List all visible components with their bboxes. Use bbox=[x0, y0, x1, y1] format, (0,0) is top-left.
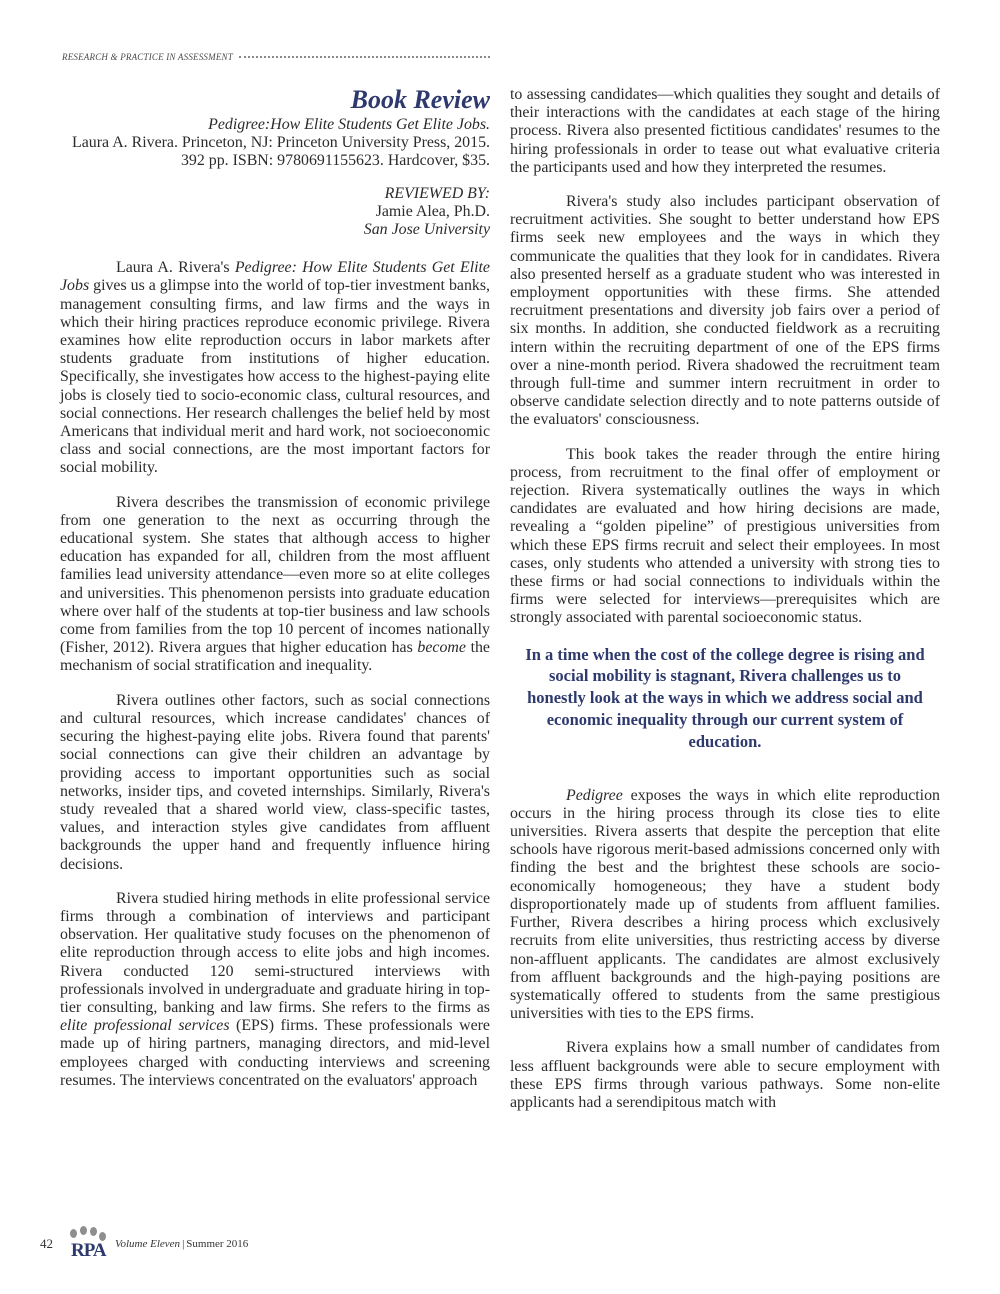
left-column bbox=[60, 86, 490, 1106]
emphasis-eps: elite professional services bbox=[60, 1017, 230, 1035]
book-title-inline: Pedigree: How Elite Students Get Elite Jobs bbox=[60, 259, 490, 295]
footer-separator: | bbox=[182, 1238, 185, 1250]
running-head-rule bbox=[239, 56, 490, 58]
rpa-logo bbox=[61, 1226, 111, 1262]
paragraph-4: Rivera studied hiring methods in elite professional service firms through a combination of interviews and participant observation. Her qualitative study focuses on the phenomenon of elite reproduction through access to elite jobs and high incomes. Rivera conducted 120 semi-structured interviews with professionals involved in undergraduate and graduate hiring in top-tier consulting, banking and law firms. She refers to the firms as elite professional services (EPS) firms. These professionals were made up of hiring partners, managing directors, and mid-level employees charged with conducting interviews and screening resumes. The interviews concentrated on the evaluators' approach bbox=[60, 889, 490, 1089]
pull-quote: In a time when the cost of the college degree is rising and social mobility is stagnant, Rivera challenges us to honestly look at the ways in which we address social and economic inequality through our current system of education. bbox=[525, 644, 925, 751]
page-number: 42 bbox=[40, 1236, 53, 1251]
book-title-inline: Pedigree bbox=[566, 786, 623, 804]
paw-print-icon bbox=[70, 1229, 77, 1238]
volume-label: Volume Eleven bbox=[115, 1238, 181, 1250]
paragraph-6: This book takes the reader through the entire hiring process, from recruitment to the final offer of employment or rejection. Rivera systematically outlines the ways in which candidates are evaluated and how hiring decisions are made, revealing a “golden pipeline” of prestigious universities from which these EPS firms recruit and select their employees. In most cases, only students who attended a university with strong ties to these firms or had social connections to individuals within the firms were selected for interviews—prerequisites which are strongly associated with parental socioeconomic status. bbox=[510, 445, 940, 627]
section-title: Book Review bbox=[350, 85, 490, 114]
paw-print-icon bbox=[80, 1226, 87, 1235]
emphasis-become: become bbox=[417, 639, 466, 657]
paw-print-icon bbox=[90, 1227, 97, 1236]
paragraph-1: Laura A. Rivera's Pedigree: How Elite Students Get Elite Jobs gives us a glimpse into the world of top-tier investment banks, management consulting firms, and law firms and the ways in which their hiring practices reproduce economic privilege. Rivera examines how elite reproduction occurs in labor markets after students graduate from institutions of higher education. Specifically, she investigates how access to the highest-paying elite jobs is closely tied to socio-economic class, cultural resources, and social connections. Her research challenges the belief held by most Americans that individual merit and hard work, not socioeconomic class and social connections, are the most important factors for social mobility. bbox=[60, 259, 490, 477]
paragraph-7: Pedigree exposes the ways in which elite reproduction occurs in the hiring process through its close ties to elite universities. Rivera asserts that despite the perception that elite schools have rigorous merit-based admissions concerned only with finding the best and the brightest these schools are socio-economically homogeneous; they have a student body disproportionately made up of students from affluent families. Further, Rivera describes a hiring process which exclusively recruits from elite universities, thus restricting access by diverse non-affluent applicants. The candidates are almost exclusively from affluent backgrounds and the high-paying positions are systematically offered to students from the same prestigious universities with ties to the EPS firms. bbox=[510, 786, 940, 1023]
book-title: Pedigree:How Elite Students Get Elite Jobs. bbox=[208, 116, 490, 133]
reviewed-by-block bbox=[60, 185, 490, 240]
reviewed-by-label: REVIEWED BY: bbox=[384, 184, 490, 202]
running-head bbox=[62, 50, 490, 64]
logo-text: RPA bbox=[71, 1240, 106, 1261]
paragraph-2: Rivera describes the transmission of economic privilege from one generation to the next as occurring through the educational system. She states that although access to higher education has expanded for all, children from the most affluent families lead university attendance—even more so at elite colleges and universities. This phenomenon persists into graduate education where over half of the students at top-tier business and law schools come from families from the top 10 percent of incomes nationally (Fisher, 2012). Rivera argues that higher education has become the mechanism of social stratification and inequality. bbox=[60, 493, 490, 675]
issue-season: Summer 2016 bbox=[186, 1238, 249, 1250]
book-citation: Laura A. Rivera. Princeton, NJ: Princeton University Press, 2015. 392 pp. ISBN: 9780691155623. Hardcover, $35. bbox=[72, 134, 490, 170]
paragraph-5: Rivera's study also includes participant observation of recruitment activities. She sought to better understand how EPS firms seek new employees and the ways in which they communicate the qualities that they look for in candidates. Rivera also presented herself as a graduate student who was interested in employment opportunities with these firms. She attended recruitment presentations and diversity job fairs over a period of six months. In addition, she conducted fieldwork as a recruiting intern within the recruiting department of one of the EPS firms over a nine-month period. Rivera shadowed the recruitment team through full-time and summer intern recruitment in order to observe candidate selection directly and to note patterns outside of the evaluators' consciousness. bbox=[510, 193, 940, 429]
right-column bbox=[510, 86, 940, 1128]
reviewer-affiliation: San Jose University bbox=[363, 221, 490, 239]
paragraph-3: Rivera outlines other factors, such as social connections and cultural resources, which increase candidates' chances of securing the highest-paying elite jobs. Rivera found that parents' social connections can give their children an advantage by providing access to important opportunities such as social networks, insider tips, and coveted internships. Similarly, Rivera's study revealed that a shared world view, class-specific tastes, values, and interaction styles give candidates from affluent backgrounds the upper hand and frequently influence hiring decisions. bbox=[60, 691, 490, 873]
footer bbox=[40, 1226, 440, 1262]
paragraph-4-continued: to assessing candidates—which qualities they sought and details of their interactions with the candidates at each stage of the hiring process. Rivera also presented fictitious candidates' resumes to the hiring professionals in order to tease out what evaluative criteria the participants used and how they interpreted the resumes. bbox=[510, 86, 940, 176]
book-info bbox=[60, 116, 490, 171]
running-head-text: RESEARCH & PRACTICE IN ASSESSMENT bbox=[62, 52, 233, 62]
paragraph-8: Rivera explains how a small number of candidates from less affluent backgrounds were able to secure employment with these EPS firms through various pathways. Some non-elite applicants had a serendipitous match with bbox=[510, 1039, 940, 1111]
reviewer-name: Jamie Alea, Ph.D. bbox=[375, 202, 490, 220]
